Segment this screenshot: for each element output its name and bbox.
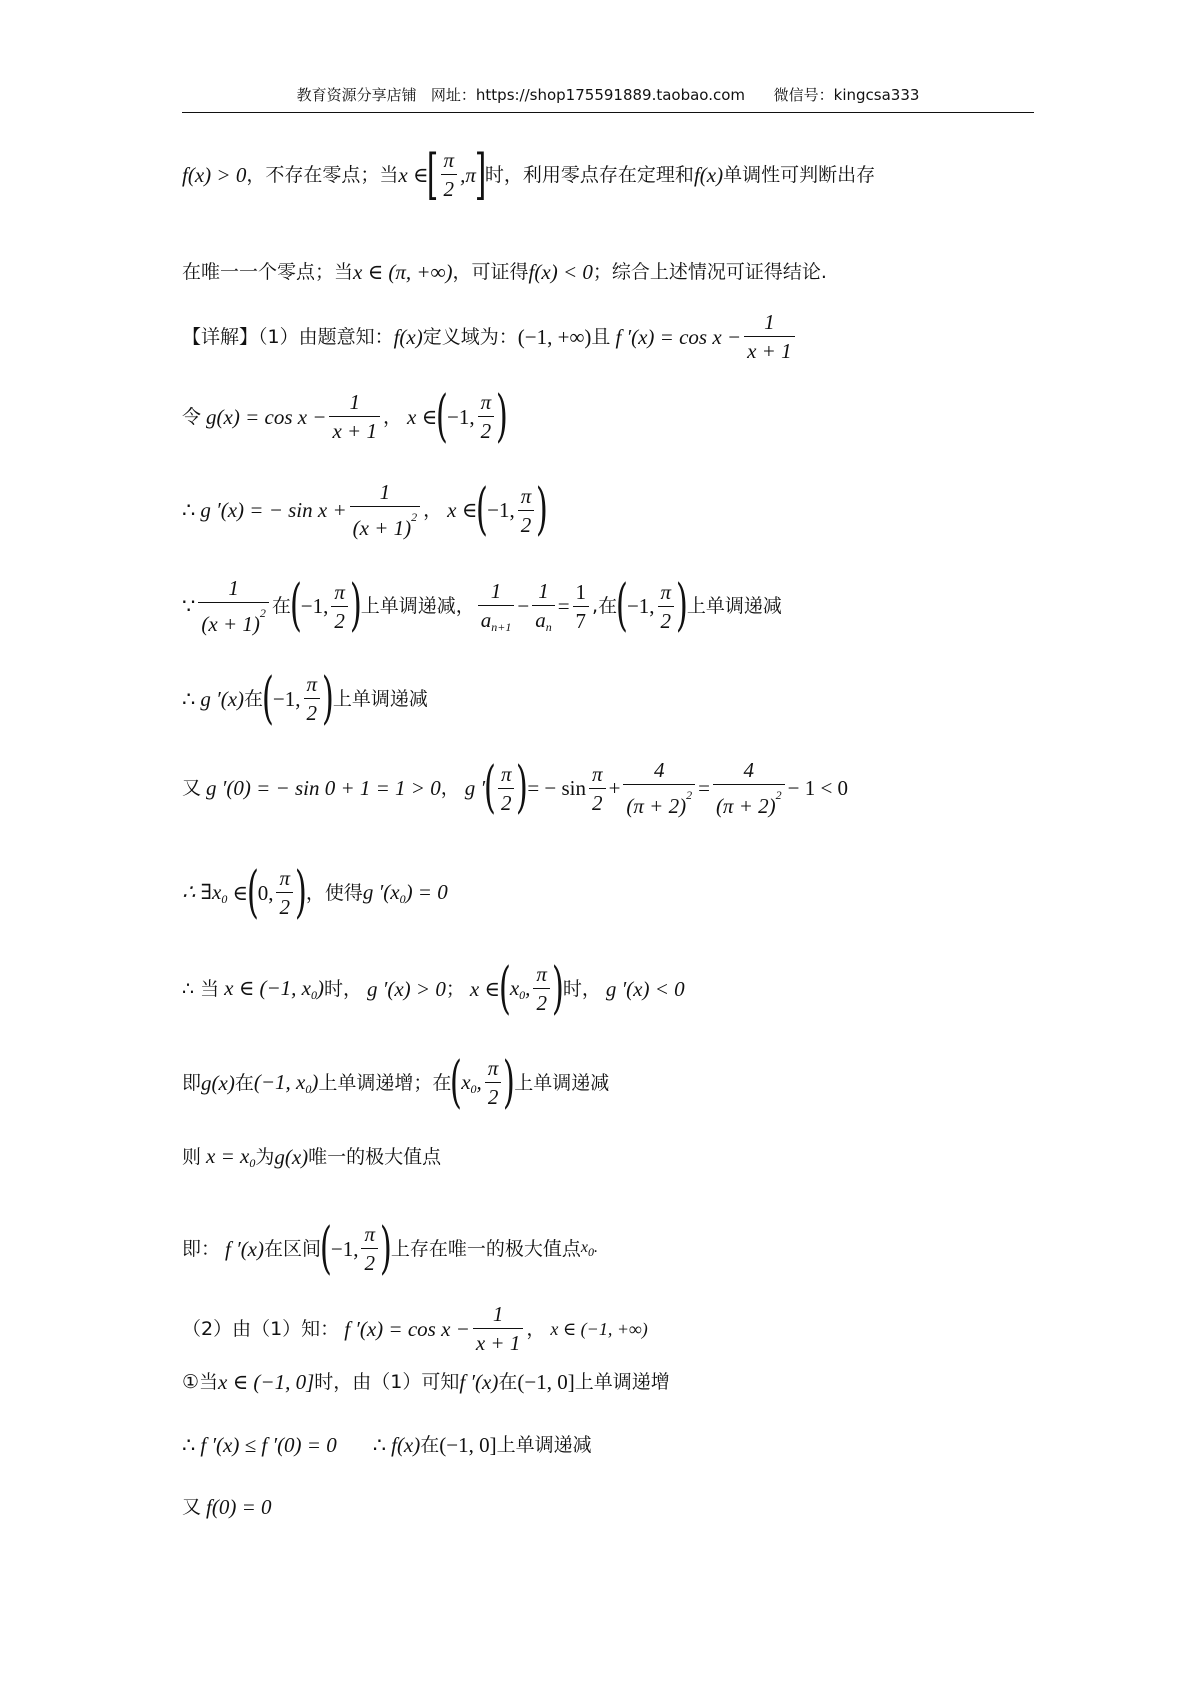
fraction: $\frac{1}{x + 1}$	[744, 312, 795, 362]
fraction: $\frac{4}{(\pi + 2)^2}$	[623, 760, 695, 817]
fraction: $\frac{\pi}{2}$	[276, 868, 293, 918]
fraction: $\frac{\pi}{2}$	[441, 150, 458, 200]
text: ，不存在零点；当	[246, 163, 399, 186]
solution-line-5	[182, 477, 549, 543]
fraction: $\frac{1}{(x + 1)^2}$	[350, 482, 420, 539]
text: 在	[271, 595, 291, 617]
math-expr: +	[608, 776, 621, 800]
math-expr: (−1, 0]	[439, 1433, 497, 1457]
paren-right: )	[536, 477, 549, 543]
paren-left: (	[246, 860, 259, 925]
math-expr: f(x)	[393, 324, 423, 349]
fraction: $\frac{\pi}{2}$	[478, 392, 495, 442]
text: 在	[244, 687, 264, 710]
math-expr: (−1, $x_0$)	[253, 1069, 319, 1096]
text: ①当	[182, 1371, 219, 1393]
text: 上单调递减	[332, 687, 428, 710]
text: 时，由（1）可知	[314, 1371, 460, 1393]
text: 上存在唯一的极大值点	[390, 1237, 581, 1260]
math-expr: g(x)	[201, 1070, 235, 1095]
therefore-symbol: ∴	[182, 1433, 196, 1457]
text: ；	[445, 977, 465, 1000]
paren-right: )	[496, 384, 509, 449]
math-expr: x ∈	[398, 162, 429, 187]
paren-left: (	[319, 1216, 332, 1281]
text: ,在	[592, 595, 618, 617]
paren-right: )	[675, 573, 689, 639]
paren-right: )	[321, 666, 334, 731]
fraction: $\frac{1}{x + 1}$	[329, 392, 380, 442]
fraction: $\frac{1}{x + 1}$	[473, 1304, 524, 1354]
math-expr: g ′(x) = − sin x +	[200, 498, 347, 522]
paren-left: (	[498, 956, 511, 1021]
text: 上单调递减	[496, 1434, 592, 1456]
because-symbol: ∵	[182, 594, 196, 618]
math-expr: g ′(x) < 0	[605, 976, 685, 1001]
math-expr: x ∈ (π, +∞)	[353, 260, 453, 284]
math-expr: −1,	[446, 404, 475, 429]
text: 在	[498, 1371, 518, 1393]
math-expr: f(0) = 0	[206, 1495, 272, 1519]
math-expr: x ∈	[469, 976, 500, 1001]
text: 在区间	[264, 1237, 322, 1260]
paren-left: (	[261, 666, 274, 731]
text: 且	[591, 325, 611, 348]
solution-line-17	[182, 1497, 272, 1518]
text: 上单调递减，	[360, 595, 475, 617]
text: ，	[526, 1317, 546, 1340]
math-expr: f(x) > 0	[182, 162, 247, 187]
therefore-symbol: ∴	[372, 1433, 387, 1457]
math-expr: −1,	[626, 594, 655, 618]
text: ，可证得	[452, 261, 529, 283]
math-expr: f(x) < 0	[528, 260, 593, 284]
text: 则	[182, 1146, 202, 1168]
math-expr: −	[517, 594, 530, 618]
math-expr: −1,	[300, 594, 329, 618]
math-expr: x ∈ (−1, $x_0$)	[224, 975, 324, 1002]
text: 定义域为：	[422, 325, 518, 348]
math-expr: ,π	[460, 162, 476, 187]
math-expr: (−1, +∞)	[517, 324, 592, 349]
fraction: $\frac{\pi}{2}$	[533, 964, 550, 1014]
paren-left: (	[450, 1050, 463, 1115]
math-expr: f(x)	[391, 1433, 421, 1457]
solution-line-6	[182, 573, 782, 639]
solution-line-15	[182, 1372, 670, 1393]
text: 时，	[324, 977, 363, 1000]
math-expr: −1,	[487, 498, 515, 522]
fraction: $\frac{1}{7}$	[573, 582, 590, 632]
paren-right: )	[503, 1050, 516, 1115]
math-expr: g ′(x) > 0	[367, 976, 446, 1001]
text: ，使得	[305, 881, 363, 904]
math-expr: =	[698, 776, 710, 800]
solution-line-7	[182, 666, 428, 731]
fraction: $\frac{1}{(x + 1)^2}$	[198, 578, 268, 635]
math-expr: f(x)	[693, 162, 724, 187]
paren-right: )	[349, 573, 362, 639]
solution-line-13	[182, 1216, 598, 1281]
page-header: 教育资源分享店铺 网址：https://shop175591889.taobao.com 微信号：kingcsa333	[296, 86, 920, 104]
fraction: $\frac{\pi}{2}$	[485, 1058, 502, 1108]
math-expr: ∈	[232, 880, 248, 905]
solution-line-16	[182, 1435, 592, 1456]
text: ，	[382, 405, 402, 428]
math-expr: g ′(0) = − sin 0 + 1 = 1 > 0	[206, 776, 441, 800]
math-expr: = − sin	[527, 776, 587, 800]
paren-right: )	[516, 755, 529, 821]
paren-left: (	[436, 384, 449, 449]
paren-left: (	[289, 573, 302, 639]
text: 上单调递减	[686, 595, 782, 617]
solution-line-12	[182, 1146, 441, 1169]
fraction: $\frac{1}{a_{n+1}}$	[478, 581, 515, 633]
math-expr: =	[557, 594, 570, 618]
text: 时，利用零点存在定理和	[484, 163, 694, 186]
paren-left: (	[483, 755, 497, 821]
math-expr: g(x) = cos x −	[206, 404, 327, 429]
math-expr: − 1 < 0	[787, 776, 849, 800]
paren-left: (	[615, 573, 629, 639]
math-expr: g(x)	[274, 1145, 309, 1169]
solution-line-11	[182, 1050, 610, 1115]
text: 在唯一一个零点；当	[182, 261, 354, 283]
therefore-symbol: ∴	[182, 498, 196, 522]
bracket-right: ]	[474, 142, 487, 206]
solution-line-1	[182, 142, 876, 206]
fraction: $\frac{\pi}{2}$	[589, 764, 606, 814]
paren-right: )	[379, 1216, 392, 1281]
fraction: $\frac{\pi}{2}$	[658, 582, 675, 632]
text: ∴ 当	[182, 977, 220, 1000]
text: （2）由（1）知：	[182, 1317, 340, 1340]
solution-line-3	[182, 312, 798, 362]
text: ，	[440, 777, 460, 799]
math-expr: $x_0$,	[461, 1069, 482, 1096]
bracket-left: [	[427, 142, 439, 206]
fraction: $\frac{\pi}{2}$	[304, 674, 321, 724]
text: 为	[255, 1146, 275, 1168]
math-expr: −1,	[272, 686, 301, 711]
math-expr: f ′(x) = cos x −	[344, 1316, 470, 1341]
math-expr: −1,	[330, 1236, 359, 1261]
fraction: $\frac{\pi}{2}$	[498, 764, 515, 814]
math-expr: (−1, 0]	[517, 1370, 575, 1394]
text: 令	[182, 405, 202, 428]
math-expr: $x_0$.	[580, 1239, 598, 1260]
text: 时，	[562, 977, 601, 1000]
text: 单调性可判断出存	[723, 163, 876, 186]
math-expr: x ∈	[407, 404, 438, 429]
text: 在	[234, 1071, 254, 1094]
math-expr: x ∈ (−1, 0]	[218, 1370, 315, 1394]
math-expr: x ∈	[447, 498, 478, 522]
math-expr: g ′	[464, 776, 486, 800]
text: 上单调递增；在	[318, 1071, 452, 1094]
solution-line-10	[182, 956, 685, 1021]
text: 【详解】（1）由题意知：	[182, 325, 394, 348]
paren-right: )	[551, 956, 564, 1021]
fraction: $\frac{\pi}{2}$	[331, 582, 348, 632]
math-expr: f ′(x) ≤ f ′(0) = 0	[200, 1433, 337, 1457]
fraction: $\frac{\pi}{2}$	[518, 486, 535, 536]
fraction: $\frac{1}{a_n}$	[532, 581, 555, 633]
solution-line-2	[182, 262, 827, 283]
math-expr: f ′(x)	[459, 1370, 499, 1394]
fraction: $\frac{4}{(\pi + 2)^2}$	[713, 760, 785, 817]
paren-left: (	[476, 477, 489, 543]
text: 又	[182, 777, 202, 799]
text: 上单调递减	[514, 1071, 610, 1094]
math-expr: g $'(x_0) = 0$	[362, 879, 448, 906]
solution-line-4	[182, 384, 509, 449]
solution-line-8	[182, 755, 849, 821]
text: ；综合上述情况可证得结论.	[592, 261, 827, 283]
fraction: $\frac{\pi}{2}$	[361, 1224, 378, 1274]
math-expr: x ∈ (−1, +∞)	[550, 1319, 648, 1339]
solution-line-14	[182, 1304, 648, 1354]
math-expr: f ′(x) = cos x −	[615, 324, 742, 349]
text: 在	[420, 1434, 440, 1456]
math-expr: $x = x_0$	[206, 1144, 256, 1170]
math-expr: g ′(x)	[200, 686, 245, 711]
paren-right: )	[294, 860, 307, 925]
math-expr: f ′(x)	[225, 1236, 265, 1261]
math-expr: 0,	[257, 880, 274, 905]
text: 即	[182, 1071, 202, 1094]
solution-line-9	[182, 860, 448, 925]
header-rule	[182, 112, 1034, 113]
text: 上单调递增	[574, 1371, 670, 1393]
text: 又	[182, 1496, 202, 1518]
therefore-symbol: ∴	[182, 686, 196, 711]
text: ，	[423, 499, 443, 521]
math-expr: ∴ $\exists x_0$	[182, 879, 228, 906]
text: 即：	[182, 1237, 221, 1260]
text: 唯一的极大值点	[308, 1146, 442, 1168]
math-expr: $x_0$,	[509, 975, 531, 1002]
